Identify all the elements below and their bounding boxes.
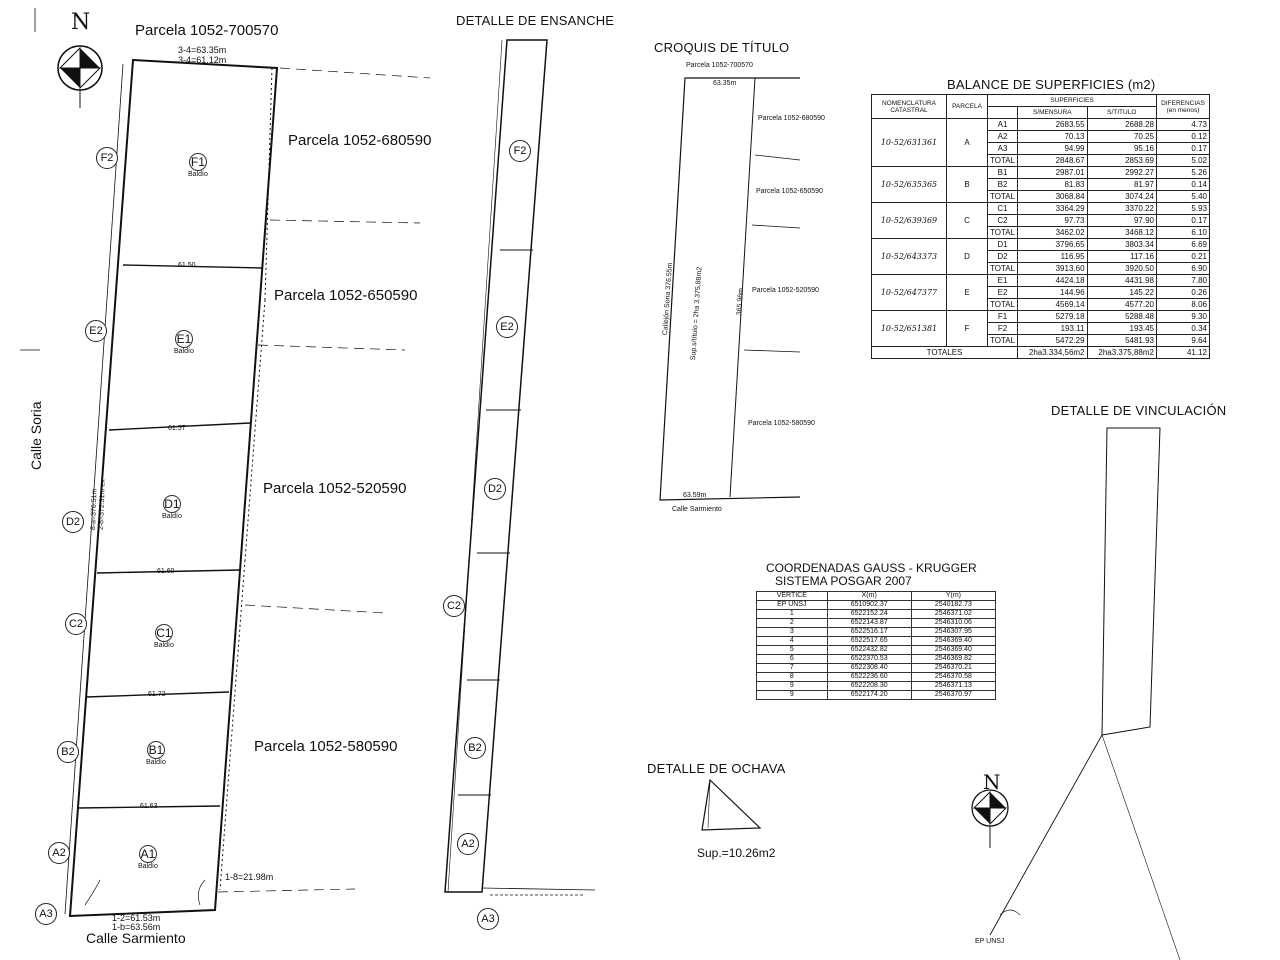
balance-cell: F1 [988,311,1018,323]
balance-total-cell: 5.40 [1157,191,1210,203]
balance-cell: 2688.28 [1087,119,1156,131]
balance-total-cell: 2853.69 [1087,155,1156,167]
ochava-sup: Sup.=10.26m2 [697,846,776,860]
coords-row [757,601,996,610]
balance-cell: 6.69 [1157,239,1210,251]
croquis-left: Callejón Soria 376.55m [662,262,675,336]
ochava-lines [702,780,760,830]
croquis-right: 365.96m [736,287,745,316]
ref-e2: E2 [85,320,107,342]
coords-cell: 6522432.82 [827,646,911,655]
coords-cell: 2546371.13 [911,682,995,691]
coords-th-y: Y(m) [911,592,995,601]
balance-cell: E2 [988,287,1018,299]
balance-cell: 9.30 [1157,311,1210,323]
ensanche-b2: B2 [464,737,486,759]
balance-total-cell: 3074.24 [1087,191,1156,203]
coords-title-1: COORDENADAS GAUSS - KRUGGER [766,561,977,575]
balance-total-cell: 3068.84 [1018,191,1087,203]
th-diferencias: DIFERENCIAS (en menos) [1157,95,1210,119]
balance-total-cell: 8.06 [1157,299,1210,311]
balance-nomenclatura: 10-52/639369 [872,203,947,239]
coords-cell: 8 [757,673,828,682]
balance-cell: 5.93 [1157,203,1210,215]
coords-cell: 6522516.17 [827,628,911,637]
coords-cell: 9 [757,691,828,700]
coords-cell: EP UNSJ [757,601,828,610]
balance-cell: 97.73 [1018,215,1087,227]
croquis-top-measure: 63.35m [713,80,737,87]
width-a1: 61.63 [140,803,158,810]
coords-cell: 6522152.24 [827,610,911,619]
ensanche-f2: F2 [509,140,531,162]
ensanche-title: DETALLE DE ENSANCHE [456,13,615,28]
balance-cell: 0.17 [1157,215,1210,227]
coords-cell: 5 [757,646,828,655]
balance-cell: 81.83 [1018,179,1087,191]
balance-total-cell: 4577.20 [1087,299,1156,311]
balance-cell: A3 [988,143,1018,155]
balance-total-cell: TOTAL [988,299,1018,311]
balance-total-cell: 2848.67 [1018,155,1087,167]
width-b1: 61.72 [148,691,166,698]
coords-row [757,691,996,700]
coords-cell: 6510902.37 [827,601,911,610]
balance-row [872,203,1210,215]
coords-cell: 2 [757,619,828,628]
balance-cell: F2 [988,323,1018,335]
balance-cell: 3370.22 [1087,203,1156,215]
north-arrow-main [58,46,102,108]
balance-total-cell: TOTAL [988,191,1018,203]
croquis-neighbor-3: Parcela 1052-520590 [752,287,819,294]
balance-cell: D1 [988,239,1018,251]
width-d1: 61.57 [168,425,186,432]
coords-cell: 2540182.73 [911,601,995,610]
coords-cell: 9 [757,682,828,691]
vinculacion-lines [990,428,1180,960]
lot-e1: E1 Baldío [174,332,194,355]
coords-cell: 6 [757,655,828,664]
coords-th-x: X(m) [827,592,911,601]
balance-cell: 116.95 [1018,251,1087,263]
balance-cell: 193.11 [1018,323,1087,335]
th-mensura: S/MENSURA [1018,107,1087,119]
coords-cell: 6522370.53 [827,655,911,664]
balance-cell: 2992.27 [1087,167,1156,179]
coords-cell: 2546370.97 [911,691,995,700]
balance-totales-cell: 2ha3.334,56m2 [1018,347,1087,359]
balance-cell: 0.26 [1157,287,1210,299]
coords-row [757,673,996,682]
balance-nomenclatura: 10-52/643373 [872,239,947,275]
balance-total-cell: 4569.14 [1018,299,1087,311]
balance-cell: 144.96 [1018,287,1087,299]
neighbor-1: Parcela 1052-680590 [288,132,432,149]
balance-cell: 117.16 [1087,251,1156,263]
th-titulo: S/TITULO [1087,107,1156,119]
coords-row [757,664,996,673]
balance-total-cell: TOTAL [988,227,1018,239]
coords-cell: 7 [757,664,828,673]
coords-table [756,591,996,700]
balance-total-cell: TOTAL [988,155,1018,167]
coords-cell: 2546370.21 [911,664,995,673]
balance-cell: D2 [988,251,1018,263]
balance-totales-cell: 41.12 [1157,347,1210,359]
balance-cell: 5279.18 [1018,311,1087,323]
balance-title: BALANCE DE SUPERFICIES (m2) [947,77,1156,92]
balance-cell: 4424.18 [1018,275,1087,287]
balance-cell: 95.16 [1087,143,1156,155]
top-measure-1: 3-4=63.35m [178,45,227,55]
left-measure-2: 2-8=372.31m ex [98,479,107,531]
coords-cell: 2546310.06 [911,619,995,628]
balance-cell: 145.22 [1087,287,1156,299]
croquis-neighbor-2: Parcela 1052-650590 [756,188,823,195]
balance-cell: 193.45 [1087,323,1156,335]
coords-cell: 6522236.60 [827,673,911,682]
coords-cell: 2546371.02 [911,610,995,619]
balance-parcela: A [947,119,988,167]
coords-cell: 6522174.20 [827,691,911,700]
balance-total-cell: 3913.60 [1018,263,1087,275]
balance-parcela: C [947,203,988,239]
ensanche-lines [445,40,595,895]
balance-nomenclatura: 10-52/631361 [872,119,947,167]
balance-cell: 7.80 [1157,275,1210,287]
ref-a2: A2 [48,842,70,864]
balance-cell: 81.97 [1087,179,1156,191]
balance-total-cell: 6.90 [1157,263,1210,275]
balance-total-cell: 3462.02 [1018,227,1087,239]
balance-total-cell: 6.10 [1157,227,1210,239]
balance-cell: 4431.98 [1087,275,1156,287]
balance-cell: 3364.29 [1018,203,1087,215]
balance-cell: 4.73 [1157,119,1210,131]
ensanche-e2: E2 [496,316,518,338]
balance-table [871,94,1210,359]
lot-b1: B1 Baldío [146,743,166,766]
coords-cell: 6522308.40 [827,664,911,673]
balance-row [872,275,1210,287]
ensanche-d2: D2 [484,478,506,500]
coords-th-vertice: VERTICE [757,592,828,601]
croquis-title: CROQUIS DE TÍTULO [654,40,790,55]
neighbor-3: Parcela 1052-520590 [263,480,407,497]
balance-cell: 5288.48 [1087,311,1156,323]
bottom-measure-2: 1-b=63.56m [112,922,161,932]
width-c1: 61.60 [157,568,175,575]
coords-cell: 2546369.40 [911,637,995,646]
vinculacion-title: DETALLE DE VINCULACIÓN [1051,403,1227,418]
balance-cell: B1 [988,167,1018,179]
balance-row [872,119,1210,131]
coords-row [757,655,996,664]
balance-cell: 5.26 [1157,167,1210,179]
balance-nomenclatura: 10-52/635365 [872,167,947,203]
lot-d1: D1 Baldío [162,497,182,520]
balance-parcela: B [947,167,988,203]
balance-total-cell: TOTAL [988,335,1018,347]
balance-cell: 70.13 [1018,131,1087,143]
coords-cell: 3 [757,628,828,637]
ref-c2: C2 [65,613,87,635]
coords-row [757,637,996,646]
coords-cell: 2546307.95 [911,628,995,637]
balance-cell: 3796.65 [1018,239,1087,251]
balance-cell: 2987.01 [1018,167,1087,179]
north-arrow-vinculacion [972,790,1008,848]
balance-row [872,167,1210,179]
ref-b2: B2 [57,741,79,763]
croquis-neighbor-1: Parcela 1052-680590 [758,115,825,122]
ochava-title: DETALLE DE OCHAVA [647,761,786,776]
balance-cell: 94.99 [1018,143,1087,155]
croquis-center: Sup.s/título = 2ha 3.375,88m2 [690,266,704,361]
coords-cell: 2546369.82 [911,655,995,664]
neighbor-top: Parcela 1052-700570 [135,22,279,39]
th-nomenclatura: NOMENCLATURA CATASTRAL [872,95,947,119]
balance-row [872,239,1210,251]
balance-cell: B2 [988,179,1018,191]
balance-cell: 0.14 [1157,179,1210,191]
balance-total-cell: 3468.12 [1087,227,1156,239]
croquis-top: Parcela 1052-700570 [686,62,753,69]
coords-row [757,610,996,619]
balance-parcela: E [947,275,988,311]
balance-total-cell: 3920.50 [1087,263,1156,275]
coords-cell: 2546370.58 [911,673,995,682]
top-measure-2: 3-4=61.12m [178,55,227,65]
coords-row [757,646,996,655]
side-measure: 1-8=21.98m [225,872,274,882]
balance-cell: 70.25 [1087,131,1156,143]
balance-totales-cell: 2ha3.375,88m2 [1087,347,1156,359]
balance-nomenclatura: 10-52/647377 [872,275,947,311]
balance-total-cell: 5472.29 [1018,335,1087,347]
vinculacion-north: N [983,770,1001,794]
balance-cell: 0.21 [1157,251,1210,263]
balance-total-cell: 9.64 [1157,335,1210,347]
balance-cell: A2 [988,131,1018,143]
neighbor-4: Parcela 1052-580590 [254,738,398,755]
coords-row [757,682,996,691]
north-label: N [71,10,91,35]
coords-cell: 2546369.40 [911,646,995,655]
croquis-bottom-measure: 63.59m [683,492,707,499]
balance-cell: 0.12 [1157,131,1210,143]
balance-cell: C2 [988,215,1018,227]
croquis-neighbor-4: Parcela 1052-580590 [748,420,815,427]
ref-d2: D2 [62,511,84,533]
coords-cell: 6522143.87 [827,619,911,628]
balance-cell: A1 [988,119,1018,131]
lot-c1: C1 Baldío [154,626,174,649]
coords-cell: 6522208.30 [827,682,911,691]
bottom-measure-1: 1-2=61.53m [112,913,161,923]
balance-parcela: F [947,311,988,347]
left-measure-1: 8-a=376.51m [90,488,99,531]
neighbor-2: Parcela 1052-650590 [274,287,418,304]
th-parcela: PARCELA [947,95,988,119]
lot-f1: F1 Baldío [188,155,208,178]
th-superficies: SUPERFICIES [988,95,1157,107]
balance-cell: 2683.55 [1018,119,1087,131]
balance-cell: C1 [988,203,1018,215]
street-sarmiento: Calle Sarmiento [86,930,186,946]
coords-title-2: SISTEMA POSGAR 2007 [775,574,912,588]
ensanche-a3: A3 [477,908,499,930]
coords-row [757,628,996,637]
croquis-bottom: Calle Sarmiento [672,506,722,513]
balance-cell: 3803.34 [1087,239,1156,251]
lot-a1: A1 Baldío [138,847,158,870]
vinculacion-ep: EP UNSJ [975,938,1005,945]
balance-total-cell: 5.02 [1157,155,1210,167]
balance-row [872,311,1210,323]
coords-cell: 4 [757,637,828,646]
coords-cell: 1 [757,610,828,619]
balance-total-cell: TOTAL [988,263,1018,275]
width-e1: 61.50 [178,262,196,269]
street-soria: Calle Soria [28,401,44,470]
coords-cell: 6522517.65 [827,637,911,646]
balance-totales-row [872,347,1210,359]
ensanche-a2: A2 [457,833,479,855]
ref-a3: A3 [35,903,57,925]
balance-cell: 0.34 [1157,323,1210,335]
ref-f2: F2 [96,147,118,169]
balance-cell: 97.90 [1087,215,1156,227]
coords-row [757,619,996,628]
balance-totales-label: TOTALES [872,347,1018,359]
balance-total-cell: 5481.93 [1087,335,1156,347]
balance-nomenclatura: 10-52/651381 [872,311,947,347]
balance-cell: 0.17 [1157,143,1210,155]
balance-parcela: D [947,239,988,275]
ensanche-c2: C2 [443,595,465,617]
balance-cell: E1 [988,275,1018,287]
